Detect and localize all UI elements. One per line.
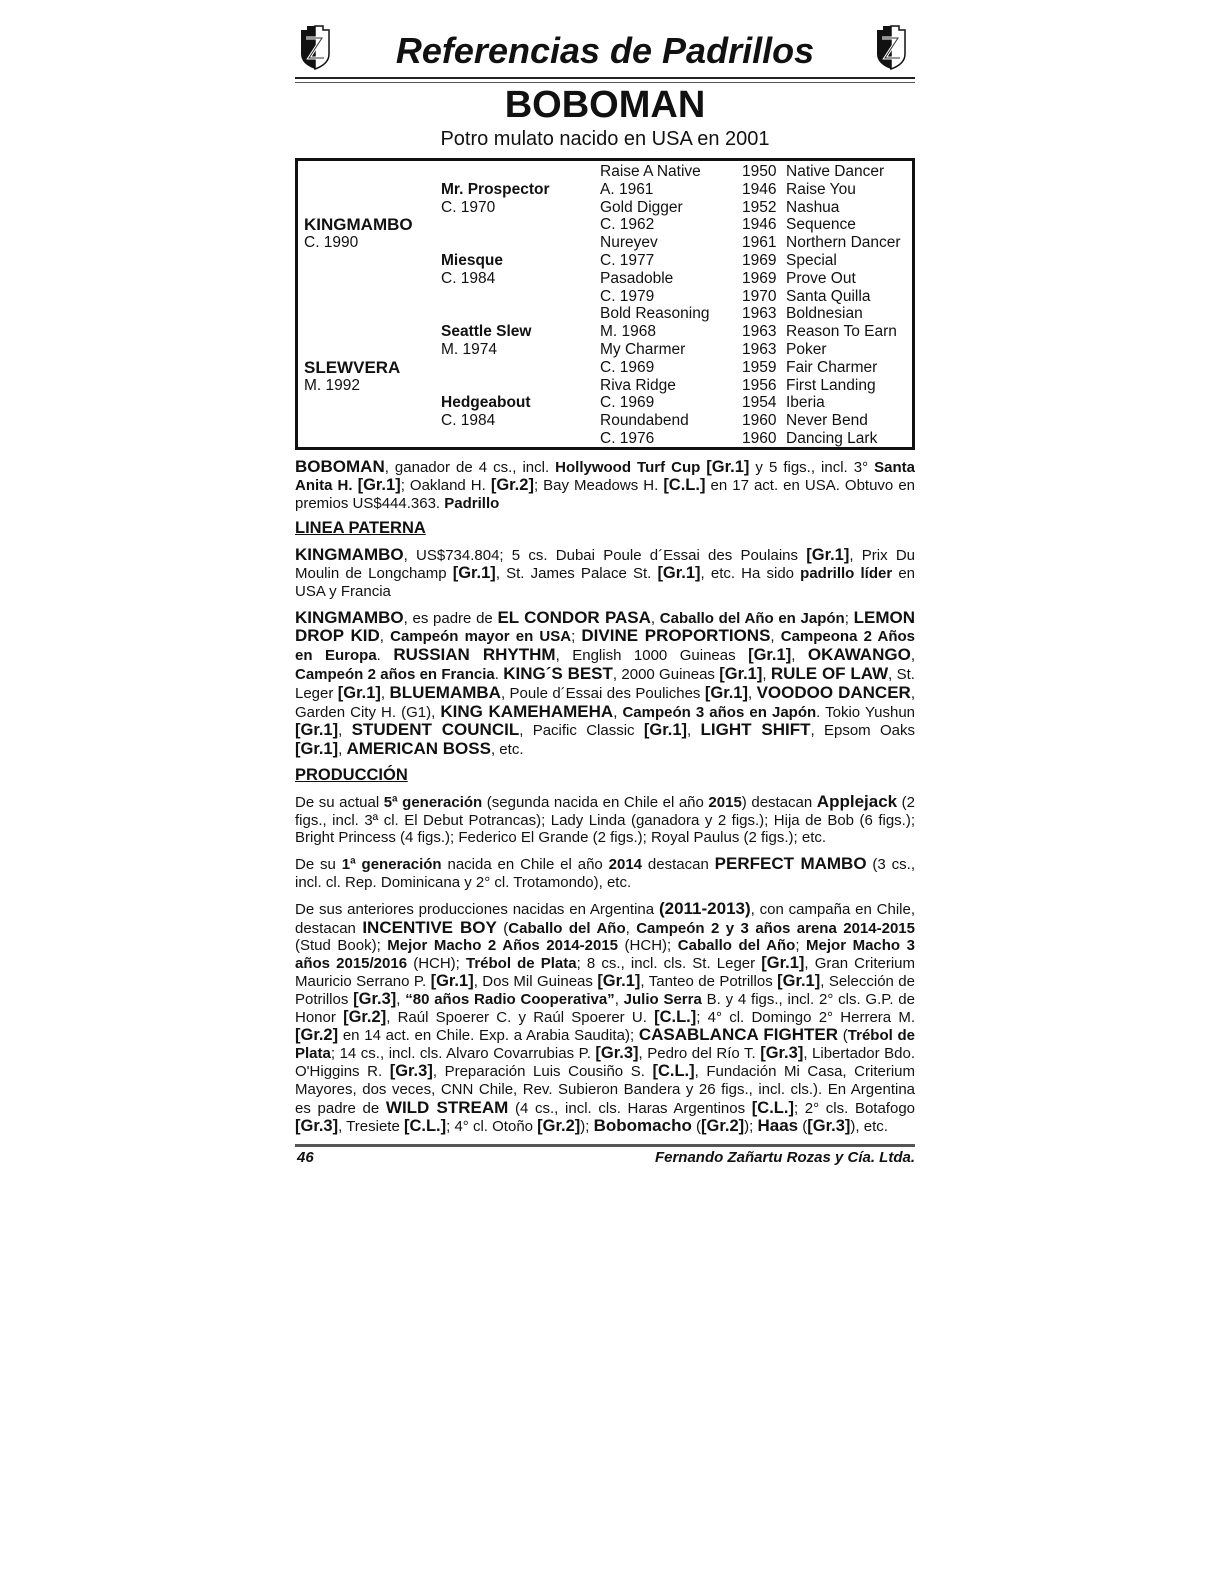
text-run: KINGMAMBO xyxy=(295,607,404,627)
g3-entry xyxy=(742,163,917,181)
text-run: [Gr.1] xyxy=(643,721,687,740)
g3-entry xyxy=(742,181,917,199)
text-run: ; 8 cs., incl. cls. St. Leger xyxy=(576,955,762,973)
text-run: ; Bay Meadows H. xyxy=(533,476,664,494)
text-run: [Gr.3] xyxy=(807,1117,851,1136)
text-run: [Gr.1] xyxy=(295,740,339,759)
page-header xyxy=(295,20,915,80)
text-run: LEMON DROP KID xyxy=(295,607,915,646)
text-run: , etc. Ha sido xyxy=(700,564,801,582)
text-run: , Selección de Potrillos xyxy=(295,972,915,1008)
text-run: , Raúl Spoerer C. y Raúl Spoerer U. xyxy=(386,1008,655,1026)
g3-entry xyxy=(742,341,917,359)
text-run: , xyxy=(625,919,637,937)
text-run: . xyxy=(494,665,504,683)
text-run: Julio Serra xyxy=(623,990,702,1008)
text-run: Trébol de Plata xyxy=(465,955,577,973)
text-run: , xyxy=(379,628,391,646)
text-run: , xyxy=(910,647,915,665)
text-run: , Prix Du Moulin de Longchamp xyxy=(295,547,915,582)
text-run: DIVINE PROPORTIONS xyxy=(581,626,771,646)
g3-year: 1950 xyxy=(742,163,777,180)
text-run: , xyxy=(613,703,623,721)
document-body xyxy=(295,458,915,1136)
text-run: [Gr.2] xyxy=(701,1117,745,1136)
text-run: EL CONDOR PASA xyxy=(497,607,651,627)
g3-name: Nashua xyxy=(786,198,840,216)
text-run: , Pedro del Río T. xyxy=(638,1045,761,1063)
text-run: , Fundación Mi Casa, Criterium Mayores, dos veces, CNN Chile, Rev. Subieron Bandera y 26 figs., incl. cls.). En Argentina es padre de xyxy=(295,1062,916,1117)
text-run: ; xyxy=(795,937,807,955)
text-run: LIGHT SHIFT xyxy=(700,720,811,740)
great-grandparent-detail: C. 1977 xyxy=(600,251,655,269)
text-run: nacida en Chile el año xyxy=(441,856,609,874)
text-run: Caballo del Año xyxy=(677,937,796,955)
text-run: , Garden City H. (G1), xyxy=(295,684,915,721)
text-run: ; Oakland H. xyxy=(400,476,491,494)
g3-name: Boldnesian xyxy=(786,305,863,323)
text-run: Caballo del Año xyxy=(508,919,626,937)
great-grandparent-name: Raise A Native xyxy=(600,163,701,180)
g3-year: 1954 xyxy=(742,394,777,412)
text-run: Campeón mayor en USA xyxy=(390,628,572,646)
text-run: [Gr.1] xyxy=(337,683,381,702)
text-run: Campeón 3 años en Japón xyxy=(622,703,817,721)
text-run: OKAWANGO xyxy=(807,645,911,665)
text-run: (Stud Book); xyxy=(295,937,388,955)
g3-name: First Landing xyxy=(786,376,876,394)
text-run: Trébol de Plata xyxy=(295,1027,915,1063)
g3-year: 1956 xyxy=(742,376,777,394)
text-run: Padrillo xyxy=(444,494,500,512)
text-run: BLUEMAMBA xyxy=(389,682,501,702)
text-run: (segunda nacida en Chile el año xyxy=(482,793,709,811)
text-run: , St. Leger xyxy=(295,665,915,702)
text-run: , xyxy=(770,628,781,646)
text-run: WILD STREAM xyxy=(385,1097,509,1117)
g3-entry xyxy=(742,216,917,234)
text-run: (4 cs., incl. cls. Haras Argentinos xyxy=(508,1099,752,1117)
great-grandparent-detail: C. 1969 xyxy=(600,394,655,412)
produccion-paragraph-3 xyxy=(295,900,915,1136)
g3-name: Raise You xyxy=(786,180,856,198)
text-run: . xyxy=(376,647,394,665)
text-run: , es padre de xyxy=(403,609,498,627)
text-run: 2015 xyxy=(708,793,742,811)
g3-year: 1946 xyxy=(742,216,777,234)
g3-entry xyxy=(742,270,917,288)
text-run: (3 cs., incl. cl. Rep. Dominicana y 2° cl. Trotamondo), etc. xyxy=(295,856,915,891)
g3-entry xyxy=(742,288,917,306)
text-run: [Gr.1] xyxy=(806,546,850,565)
great-grandparent-name: My Charmer xyxy=(600,340,686,358)
text-run: ); xyxy=(580,1118,594,1136)
sire-detail: C. 1990 xyxy=(304,234,359,252)
text-run: [Gr.3] xyxy=(595,1044,639,1063)
text-run: KINGMAMBO xyxy=(295,545,404,565)
text-run: [Gr.3] xyxy=(389,1061,433,1080)
g3-year: 1952 xyxy=(742,198,777,216)
text-run: Bobomacho xyxy=(593,1116,692,1136)
dam-detail: M. 1992 xyxy=(304,376,361,394)
dam-name: SLEWVERA xyxy=(304,357,401,377)
g3-entry xyxy=(742,359,917,377)
text-run: Mejor Macho 3 años 2015/2016 xyxy=(295,937,915,973)
text-run: [Gr.1] xyxy=(761,954,805,973)
great-grandparent-name: Riva Ridge xyxy=(600,376,676,394)
text-run: , xyxy=(614,990,624,1008)
g3-entry xyxy=(742,199,917,217)
section-title-linea-paterna: LINEA PATERNA xyxy=(295,519,426,538)
text-run: [Gr.1] xyxy=(295,721,339,740)
text-run: ; xyxy=(844,609,854,627)
g3-name: Never Bend xyxy=(786,412,868,430)
g3-year: 1963 xyxy=(742,340,777,358)
g3-year: 1946 xyxy=(742,180,777,198)
text-run: ), etc. xyxy=(850,1118,888,1136)
text-run: Hollywood Turf Cup xyxy=(555,459,701,476)
text-run: BOBOMAN xyxy=(295,457,385,476)
text-run: [Gr.3] xyxy=(295,1117,339,1136)
grandparent-detail: M. 1974 xyxy=(441,340,498,358)
g3-entry xyxy=(742,305,917,323)
intro-paragraph xyxy=(295,458,915,512)
great-grandparent-detail: A. 1961 xyxy=(600,180,654,198)
great-grandparent-name: Pasadoble xyxy=(600,269,674,287)
text-run: ( xyxy=(496,919,509,937)
g3-name: Northern Dancer xyxy=(786,234,901,252)
page-header-title: Referencias de Padrillos xyxy=(395,30,815,71)
text-run: ( xyxy=(691,1118,702,1136)
g3-year: 1970 xyxy=(742,287,777,305)
text-run: , Poule d´Essai des Pouliches xyxy=(500,684,705,702)
g3-name: Special xyxy=(786,251,837,269)
g3-name: Iberia xyxy=(786,394,825,412)
text-run: (2011-2013) xyxy=(658,898,751,918)
text-run: Applejack xyxy=(816,791,898,811)
text-run: [Gr.1] xyxy=(748,646,792,665)
g3-entry xyxy=(742,323,917,341)
text-run: RUSSIAN RHYTHM xyxy=(393,645,556,665)
text-run: [C.L.] xyxy=(652,1061,695,1080)
text-run: [C.L.] xyxy=(403,1117,447,1136)
grandparent-name: Seattle Slew xyxy=(441,323,532,341)
text-run: [Gr.1] xyxy=(657,563,701,582)
g3-name: Sequence xyxy=(786,216,856,234)
g3-entry xyxy=(742,412,917,430)
text-run: Campeón 2 y 3 años arena 2014-2015 xyxy=(636,919,915,937)
text-run: , Tresiete xyxy=(338,1118,404,1136)
text-run: [Gr.1] xyxy=(719,664,763,683)
text-run: [Gr.2] xyxy=(490,475,534,494)
text-run: De su actual xyxy=(295,793,384,811)
sire-name: KINGMAMBO xyxy=(304,215,413,235)
text-run: y 5 figs., incl. 3° xyxy=(749,459,875,476)
g3-entry xyxy=(742,234,917,252)
text-run: , xyxy=(687,722,701,740)
text-run: [Gr.1] xyxy=(706,458,750,476)
text-run: AMERICAN BOSS xyxy=(346,739,491,759)
text-run: Campeona 2 Años en Europa xyxy=(295,628,915,665)
text-run: KING´S BEST xyxy=(503,663,613,683)
section-title-produccion: PRODUCCIÓN xyxy=(295,765,408,784)
text-run: , xyxy=(762,665,771,683)
text-run: INCENTIVE BOY xyxy=(362,917,497,937)
great-grandparent-detail: C. 1962 xyxy=(600,216,655,234)
text-run: , etc. xyxy=(490,741,524,759)
text-run: en 14 act. en Chile. Exp. a Arabia Saudita); xyxy=(338,1027,639,1045)
page-number: 46 xyxy=(297,1149,314,1167)
text-run: [C.L.] xyxy=(751,1098,794,1117)
text-run: [Gr.1] xyxy=(704,683,748,702)
text-run: Caballo del Año en Japón xyxy=(659,609,845,627)
text-run: [Gr.3] xyxy=(760,1044,804,1063)
grandparent-name: Miesque xyxy=(441,251,504,269)
text-run: Santa Anita H. xyxy=(295,459,915,494)
text-run: , Preparación Luis Cousiño S. xyxy=(432,1062,653,1080)
text-run: , Dos Mil Guineas xyxy=(473,972,598,990)
text-run: [Gr.2] xyxy=(343,1007,387,1026)
text-run: VOODOO DANCER xyxy=(756,682,911,702)
text-run: , English 1000 Guineas xyxy=(555,647,749,665)
text-run: . Tokio Yushun xyxy=(816,703,916,721)
produccion-paragraph-1 xyxy=(295,793,915,847)
g3-entry xyxy=(742,394,917,412)
g3-entry xyxy=(742,377,917,395)
text-run: , Tanteo de Potrillos xyxy=(640,972,778,990)
text-run: De su xyxy=(295,856,342,874)
g3-year: 1963 xyxy=(742,305,777,323)
text-run: destacan xyxy=(642,856,715,874)
text-run: PERFECT MAMBO xyxy=(714,854,867,874)
g3-year: 1969 xyxy=(742,269,777,287)
text-run: ); xyxy=(744,1118,758,1136)
text-run: [Gr.1] xyxy=(597,971,641,990)
g3-name: Reason To Earn xyxy=(786,323,897,341)
text-run: ; 4° cl. Otoño xyxy=(446,1118,538,1136)
text-run: (HCH); xyxy=(618,937,678,955)
text-run: De sus anteriores producciones nacidas en Argentina xyxy=(295,900,659,918)
text-run: KING KAMEHAMEHA xyxy=(440,701,614,721)
text-run: , US$734.804; 5 cs. Dubai Poule d´Essai des Poulains xyxy=(403,547,807,565)
text-run: , xyxy=(747,684,757,702)
text-run: ( xyxy=(838,1027,848,1045)
zr-shield-logo-icon xyxy=(871,24,911,70)
grandparent-detail: C. 1984 xyxy=(441,412,496,430)
g3-name: Dancing Lark xyxy=(786,429,878,447)
text-run: Haas xyxy=(757,1116,799,1136)
g3-year: 1960 xyxy=(742,412,777,430)
g3-name: Native Dancer xyxy=(786,163,885,180)
text-run: ; 2° cls. Botafogo xyxy=(793,1099,916,1117)
g3-entry xyxy=(742,430,917,448)
text-run: ; xyxy=(571,628,582,646)
header-divider xyxy=(295,77,915,83)
text-run: [Gr.1] xyxy=(452,563,496,582)
pedigree-parents-column xyxy=(304,163,434,394)
text-run: , xyxy=(791,647,808,665)
text-run: B. y 4 figs., incl. 2° cls. G.P. de Honor xyxy=(295,990,915,1026)
text-run: , xyxy=(650,609,660,627)
text-run: en USA y Francia xyxy=(295,564,916,600)
great-grandparent-name: Nureyev xyxy=(600,234,658,252)
produccion-paragraph-2 xyxy=(295,855,915,892)
g3-entry xyxy=(742,252,917,270)
text-run: , 2000 Guineas xyxy=(612,665,720,683)
text-run: , xyxy=(338,722,352,740)
pedigree-g3-column xyxy=(742,163,917,448)
text-run: [Gr.1] xyxy=(777,971,821,990)
great-grandparent-detail: C. 1976 xyxy=(600,429,655,447)
text-run: ( xyxy=(798,1118,808,1136)
horse-subtitle: Potro mulato nacido en USA en 2001 xyxy=(440,128,770,150)
g3-name: Prove Out xyxy=(786,269,856,287)
text-run: ) destacan xyxy=(741,793,817,811)
pedigree-grandparents-column xyxy=(441,163,601,430)
text-run: Mejor Macho 2 Años 2014-2015 xyxy=(387,937,619,955)
text-run: ; 14 cs., incl. cls. Alvaro Covarrubias P. xyxy=(330,1045,596,1063)
text-run: Campeón 2 años en Francia xyxy=(295,665,495,683)
g3-year: 1969 xyxy=(742,251,777,269)
text-run: , xyxy=(396,990,406,1008)
great-grandparent-detail: C. 1969 xyxy=(600,358,655,376)
text-run: [C.L.] xyxy=(654,1007,697,1026)
text-run: en 17 act. en USA. Obtuvo en premios US$444.363. xyxy=(295,476,915,512)
text-run: RULE OF LAW xyxy=(770,663,889,683)
text-run: ; 4° cl. Domingo 2° Herrera M. xyxy=(696,1008,916,1026)
text-run: , Libertador Bdo. O'Higgins R. xyxy=(295,1045,915,1080)
pedigree-table xyxy=(295,158,915,450)
text-run: CASABLANCA FIGHTER xyxy=(638,1025,839,1045)
text-run: , Epsom Oaks xyxy=(810,722,915,740)
text-run: padrillo líder xyxy=(800,564,893,582)
g3-year: 1961 xyxy=(742,234,777,252)
g3-name: Santa Quilla xyxy=(786,287,871,305)
great-grandparent-name: Roundabend xyxy=(600,412,689,430)
grandparent-name: Hedgeabout xyxy=(441,394,531,412)
text-run: 1ª generación xyxy=(341,856,442,874)
g3-year: 1960 xyxy=(742,429,777,447)
text-run: [Gr.2] xyxy=(537,1117,581,1136)
text-run: [Gr.3] xyxy=(353,989,397,1008)
text-run: , xyxy=(338,741,347,759)
g3-name: Fair Charmer xyxy=(786,358,878,376)
publisher-name: Fernando Zañartu Rozas y Cía. Ltda. xyxy=(654,1149,915,1167)
text-run: 5ª generación xyxy=(383,793,483,811)
great-grandparent-detail: M. 1968 xyxy=(600,323,657,341)
great-grandparent-detail: C. 1979 xyxy=(600,287,655,305)
text-run: [Gr.2] xyxy=(295,1026,339,1045)
text-run: , Gran Criterium Mauricio Serrano P. xyxy=(295,955,916,990)
page-footer xyxy=(295,1147,915,1169)
text-run: 2014 xyxy=(608,856,643,874)
text-run: (HCH); xyxy=(407,955,466,973)
g3-year: 1963 xyxy=(742,323,777,341)
text-run: , xyxy=(380,684,390,702)
great-grandparent-name: Gold Digger xyxy=(600,198,683,216)
text-run: “80 años Radio Cooperativa” xyxy=(405,990,615,1008)
text-run: STUDENT COUNCIL xyxy=(351,720,520,740)
great-grandparent-name: Bold Reasoning xyxy=(600,305,710,323)
text-run: [C.L.] xyxy=(663,475,706,494)
text-run: , ganador de 4 cs., incl. xyxy=(384,459,556,476)
horse-name: BOBOMAN xyxy=(504,84,706,126)
pedigree-great-grandparents-column xyxy=(600,163,740,448)
document-page xyxy=(295,20,915,1169)
text-run: [Gr.1] xyxy=(430,971,474,990)
text-run: , con campaña en Chile, destacan xyxy=(295,900,916,937)
grandparent-name: Mr. Prospector xyxy=(441,180,550,198)
paterna-paragraph-1 xyxy=(295,546,915,600)
text-run: , St. James Palace St. xyxy=(495,564,658,582)
text-run: [Gr.1] xyxy=(357,475,401,494)
g3-name: Poker xyxy=(786,340,827,358)
text-run: (2 figs., incl. 3ª cl. El Debut Potrancas); Lady Linda (ganadora y 2 figs.); Hija de Bob (6 figs.); Bright Princess (4 figs.); Federico El Grande (2 figs.); Royal Paulus (2 figs.); etc. xyxy=(295,793,916,847)
grandparent-detail: C. 1970 xyxy=(441,198,496,216)
text-run: , Pacific Classic xyxy=(519,722,644,740)
g3-year: 1959 xyxy=(742,358,777,376)
grandparent-detail: C. 1984 xyxy=(441,269,496,287)
paterna-paragraph-2 xyxy=(295,609,915,759)
